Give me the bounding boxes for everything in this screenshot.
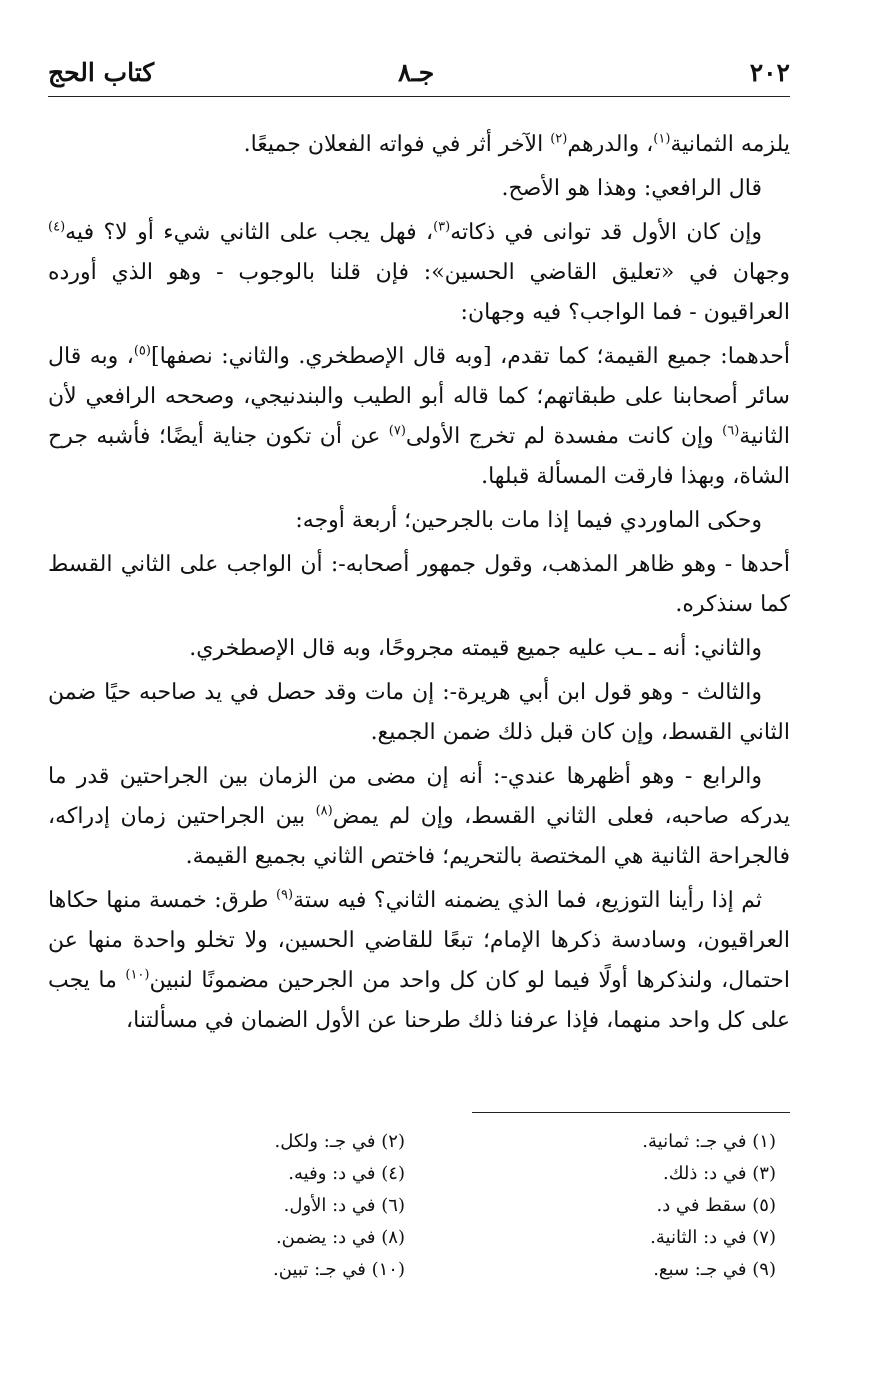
footnote [48, 1158, 419, 1190]
text-run: وإن كان الأول قد توانى في ذكاته [450, 220, 763, 245]
footnote-number: (٦) [381, 1195, 405, 1216]
footnote-number: (٨) [381, 1227, 405, 1248]
text-run: الآخر أثر في فواته الفعلان جميعًا. [243, 132, 551, 157]
body-paragraph [48, 629, 790, 669]
footnote [48, 1254, 419, 1286]
footnote [419, 1126, 790, 1158]
text-run: وجهان في «تعليق القاضي الحسين»: فإن قلنا بالوجوب - وهو الذي أورده العراقيون - فما الواجب؟ فيه وجهان: [48, 260, 790, 325]
text-run: أحدها - وهو ظاهر المذهب، وقول جمهور أصحابه-: أن الواجب على الثاني القسط كما سنذكره. [48, 552, 790, 617]
text-run: قال الرافعي: وهذا هو الأصح. [501, 176, 762, 201]
body-text [48, 125, 790, 1041]
footnote [48, 1190, 419, 1222]
footnote-text: في جـ: تبين. [273, 1259, 366, 1280]
footnote-ref: (٨) [315, 803, 333, 819]
footnote-ref: (٧) [388, 423, 406, 439]
text-run: ما يجب على كل واحد منهما، فإذا عرفنا ذلك طرحنا عن الأول الضمان في مسألتنا، [48, 968, 790, 1033]
footnote [48, 1126, 419, 1158]
text-run: ، والدرهم [567, 132, 654, 157]
footnote-number: (٤) [381, 1163, 405, 1184]
footnote [419, 1222, 790, 1254]
text-run: وإن كانت مفسدة لم تخرج الأولى [405, 424, 723, 449]
text-run: طرق: خمسة منها حكاها العراقيون، وسادسة ذكرها الإمام؛ تبعًا للقاضي الحسين، ولا تخلو واحدة منها عن احتمال، ولنذكرها أولًا فيما لو كان كل واحد من الجرحين مضمونًا لنبين [48, 888, 790, 993]
footnote-number: (٥) [752, 1195, 776, 1216]
footnote-text: في د: يضمن. [275, 1227, 376, 1248]
footnote-number: (١٠) [371, 1259, 405, 1280]
footnote-text: في جـ: ثمانية. [642, 1131, 747, 1152]
text-run: والثاني: أنه ـ ـب عليه جميع قيمته مجروحًا، وبه قال الإصطخري. [189, 636, 762, 661]
footnote-number: (٢) [381, 1131, 405, 1152]
header-rule [48, 96, 790, 97]
footnote-ref: (١) [653, 131, 671, 147]
footnote-ref: (٥) [133, 343, 151, 359]
body-paragraph [48, 125, 790, 165]
footnote-separator [472, 1112, 790, 1113]
footnote-ref: (١٠) [125, 967, 150, 983]
body-paragraph [48, 673, 790, 753]
text-run: وحكى الماوردي فيما إذا مات بالجرحين؛ أربعة أوجه: [295, 508, 762, 533]
footnote [419, 1254, 790, 1286]
footnote-number: (١) [752, 1131, 776, 1152]
book-title: كتاب الحج [48, 58, 155, 87]
body-paragraph [48, 881, 790, 1041]
text-run: ، فهل يجب على الثاني شيء أو لا؟ فيه [65, 220, 434, 245]
text-run: ثم إذا رأينا التوزيع، فما الذي يضمنه الثاني؟ فيه ستة [293, 888, 762, 913]
footnote-text: في جـ: سبع. [653, 1259, 747, 1280]
footnote-ref: (٩) [275, 887, 294, 903]
book-page [48, 52, 790, 1280]
text-run: يلزمه الثمانية [670, 132, 790, 157]
footnote-ref: (٦) [722, 423, 740, 439]
text-run: عن أن تكون جناية أيضًا؛ فأشبه جرح الشاة، وبهذا فارقت المسألة قبلها. [48, 424, 790, 489]
footnotes [48, 1126, 790, 1286]
footnote-number: (٧) [752, 1227, 776, 1248]
text-run: ، وبه قال سائر أصحابنا على طبقاتهم؛ كما قاله أبو الطيب والبندنيجي، وصححه الرافعي لأن الثانية [48, 344, 790, 449]
text-run: والرابع - وهو أظهرها عندي-: أنه إن مضى من الزمان بين الجراحتين قدر ما يدركه صاحبه، فعلى الثاني القسط، وإن لم يمض [48, 764, 790, 829]
footnote-text: في جـ: ولكل. [274, 1131, 376, 1152]
volume-label: جـ٨ [398, 58, 435, 87]
body-paragraph [48, 213, 790, 333]
page-number: ٢٠٢ [749, 58, 790, 87]
text-run: أحدهما: جميع القيمة؛ كما تقدم، [وبه قال الإصطخري. والثاني: نصفها] [150, 344, 790, 369]
body-paragraph [48, 545, 790, 625]
footnote-ref: (٤) [48, 219, 66, 235]
text-run: والثالث - وهو قول ابن أبي هريرة-: إن مات وقد حصل في يد صاحبه حيًا ضمن الثاني القسط، وإن كان قبل ذلك ضمن الجميع. [48, 680, 790, 745]
body-paragraph [48, 169, 790, 209]
footnote-ref: (٢) [550, 131, 568, 147]
page-header [48, 52, 790, 92]
footnote-text: سقط في د. [656, 1195, 747, 1216]
body-paragraph [48, 757, 790, 877]
footnote-text: في د: الأول. [283, 1195, 376, 1216]
body-paragraph [48, 501, 790, 541]
footnote-text: في د: وفيه. [288, 1163, 376, 1184]
body-paragraph [48, 337, 790, 497]
text-run: بين الجراحتين زمان إدراكه، فالجراحة الثانية هي المختصة بالتحريم؛ فاختص الثاني بجميع القيمة. [48, 804, 790, 869]
footnote-number: (٣) [752, 1163, 776, 1184]
footnote-number: (٩) [752, 1259, 776, 1280]
footnote-text: في د: الثانية. [650, 1227, 747, 1248]
footnote [419, 1190, 790, 1222]
footnote [419, 1158, 790, 1190]
footnote [48, 1222, 419, 1254]
footnote-text: في د: ذلك. [663, 1163, 747, 1184]
footnote-ref: (٣) [433, 219, 451, 235]
